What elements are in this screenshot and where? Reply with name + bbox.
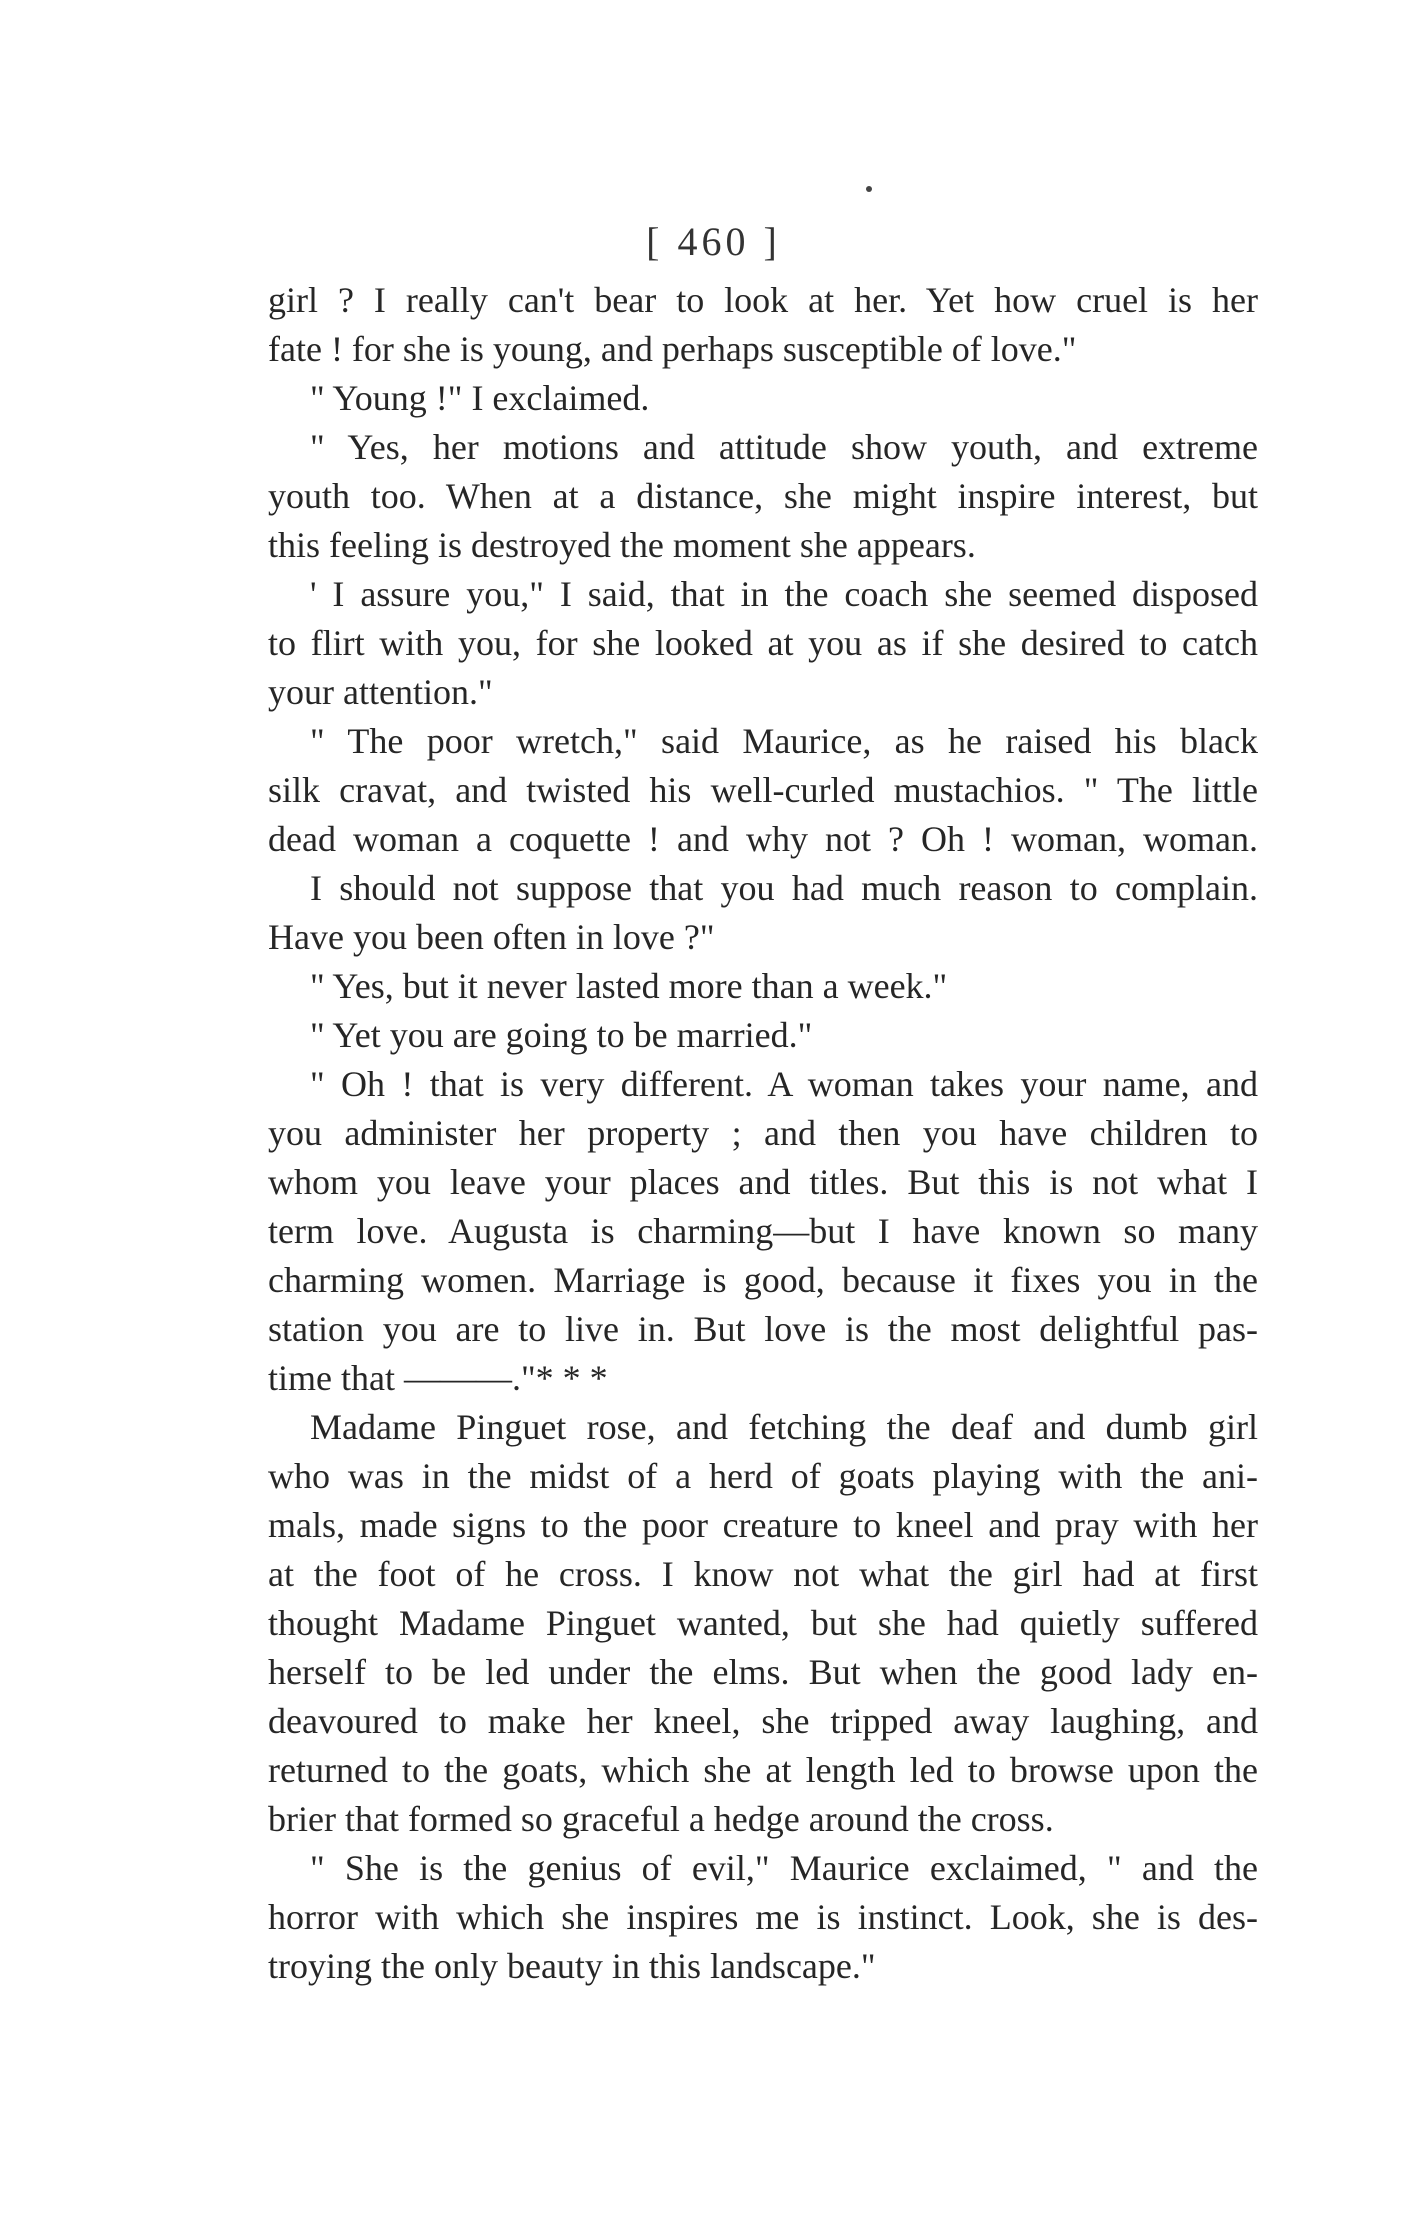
text-line: at the foot of he cross. I know not what the girl had at first — [268, 1554, 1258, 1594]
text-line: " The poor wretch," said Maurice, as he raised his black — [310, 721, 1258, 761]
text-line: whom you leave your places and titles. But this is not what I — [268, 1162, 1258, 1202]
text-line: silk cravat, and twisted his well-curled mustachios. " The little — [268, 770, 1258, 810]
text-line: " Yet you are going to be married." — [310, 1015, 813, 1055]
text-line: this feeling is destroyed the moment she appears. — [268, 525, 976, 565]
text-line: troying the only beauty in this landscape." — [268, 1946, 876, 1986]
text-line: brier that formed so graceful a hedge around the cross. — [268, 1799, 1054, 1839]
text-line: Madame Pinguet rose, and fetching the deaf and dumb girl — [310, 1407, 1258, 1447]
ink-speck — [866, 186, 872, 192]
text-line: term love. Augusta is charming—but I have known so many — [268, 1211, 1258, 1251]
text-line: Have you been often in love ?" — [268, 917, 715, 957]
page-number: [ 460 ] — [646, 219, 781, 264]
text-line: I should not suppose that you had much reason to complain. — [310, 868, 1258, 908]
text-line: you administer her property ; and then you have children to — [268, 1113, 1258, 1153]
text-line: who was in the midst of a herd of goats playing with the ani- — [268, 1456, 1258, 1496]
text-line: girl ? I really can't bear to look at her. Yet how cruel is her — [268, 280, 1258, 320]
text-line: youth too. When at a distance, she might inspire interest, but — [268, 476, 1258, 516]
text-line: time that ———."* * * — [268, 1358, 608, 1398]
text-line: " Yes, but it never lasted more than a week." — [310, 966, 948, 1006]
text-line: " Yes, her motions and attitude show youth, and extreme — [310, 427, 1258, 467]
text-line: dead woman a coquette ! and why not ? Oh ! woman, woman. — [268, 819, 1258, 859]
body-text — [268, 276, 1258, 1991]
text-line: " Young !" I exclaimed. — [310, 378, 650, 418]
text-line: mals, made signs to the poor creature to kneel and pray with her — [268, 1505, 1258, 1545]
text-line: " Oh ! that is very different. A woman takes your name, and — [310, 1064, 1258, 1104]
text-line: charming women. Marriage is good, because it fixes you in the — [268, 1260, 1258, 1300]
text-line: station you are to live in. But love is the most delightful pas- — [268, 1309, 1258, 1349]
text-line: thought Madame Pinguet wanted, but she had quietly suffered — [268, 1603, 1258, 1643]
text-line: " She is the genius of evil," Maurice exclaimed, " and the — [310, 1848, 1258, 1888]
text-line: herself to be led under the elms. But when the good lady en- — [268, 1652, 1258, 1692]
text-line: fate ! for she is young, and perhaps susceptible of love." — [268, 329, 1077, 369]
text-line: your attention." — [268, 672, 493, 712]
text-line: deavoured to make her kneel, she tripped away laughing, and — [268, 1701, 1258, 1741]
text-line: returned to the goats, which she at length led to browse upon the — [268, 1750, 1258, 1790]
text-line: ' I assure you," I said, that in the coach she seemed disposed — [310, 574, 1258, 614]
text-line: horror with which she inspires me is instinct. Look, she is des- — [268, 1897, 1258, 1937]
text-line: to flirt with you, for she looked at you as if she desired to catch — [268, 623, 1258, 663]
